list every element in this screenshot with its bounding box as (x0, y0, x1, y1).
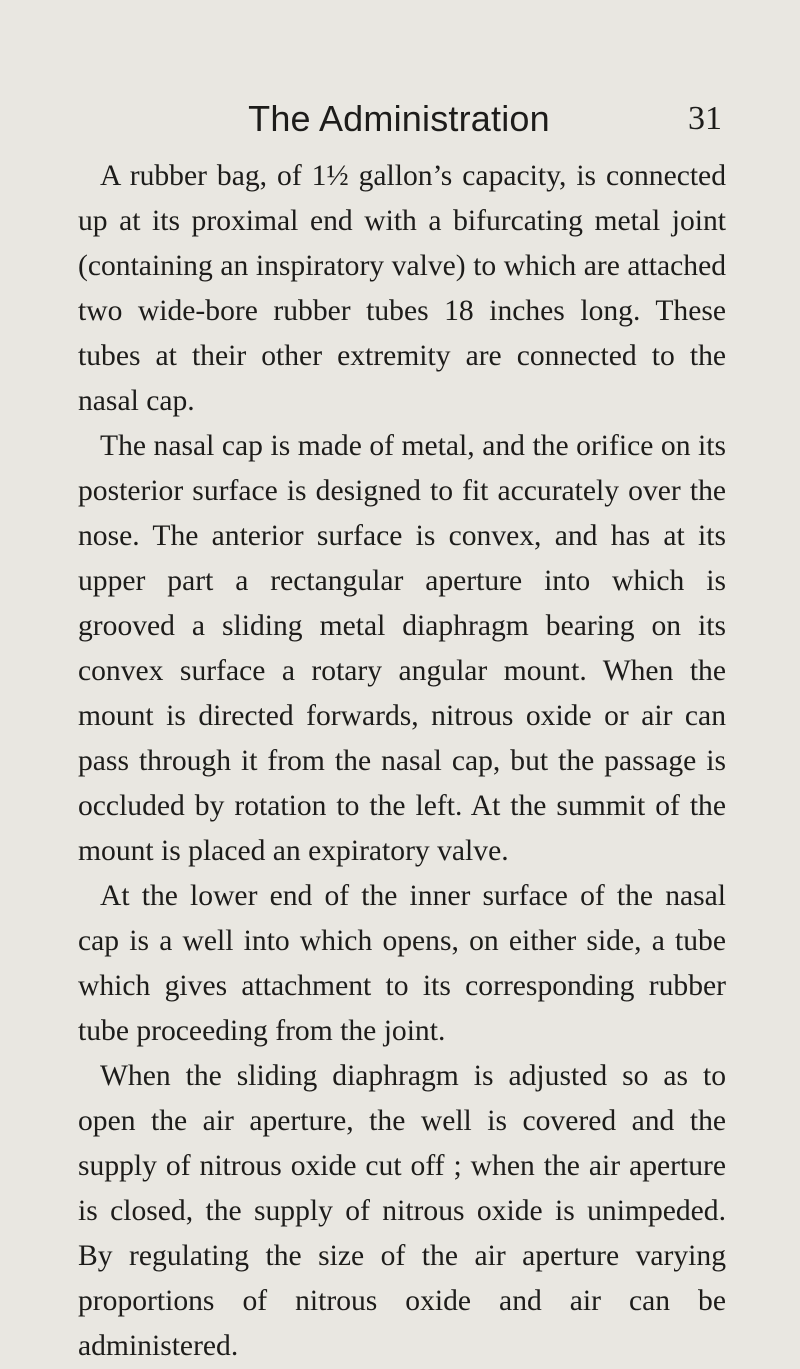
paragraph-nasal-cap: The nasal cap is made of metal, and the orifice on its posterior surface is designed to fit accurately over the nose. The anterior surface is convex, and has at its upper part a rectangular aperture into which is grooved a sliding metal diaphragm bearing on its convex surface a rotary angular mount. When the mount is directed forwards, nitrous oxide or air can pass through it from the nasal cap, but the passage is occluded by rotation to the left. At the summit of the mount is placed an expiratory valve. (78, 430, 726, 867)
paragraph-well: At the lower end of the inner surface of the nasal cap is a well into which opens, on either side, a tube which gives attachment to its corresponding rubber tube proceeding from the joint. (78, 880, 726, 1047)
body-text (78, 154, 726, 1369)
page-number: 31 (688, 100, 722, 137)
paragraph-rubber-bag: A rubber bag, of 1½ gallon’s capacity, is connected up at its proximal end with a bifurcating metal joint (containing an inspiratory valve) to which are attached two wide-bore rubber tubes 18 inches long. These tubes at their other extremity are connected to the nasal cap. (78, 160, 726, 417)
running-head (78, 94, 720, 144)
paragraph-sliding-diaphragm: When the sliding diaphragm is adjusted so as to open the air aperture, the well is covered and the supply of nitrous oxide cut off ; when the air aperture is closed, the supply of nitrous oxide is unimpeded. By regulating the size of the air aperture varying proportions of nitrous oxide and air can be administered. (78, 1060, 726, 1362)
running-title: The Administration (248, 98, 550, 139)
